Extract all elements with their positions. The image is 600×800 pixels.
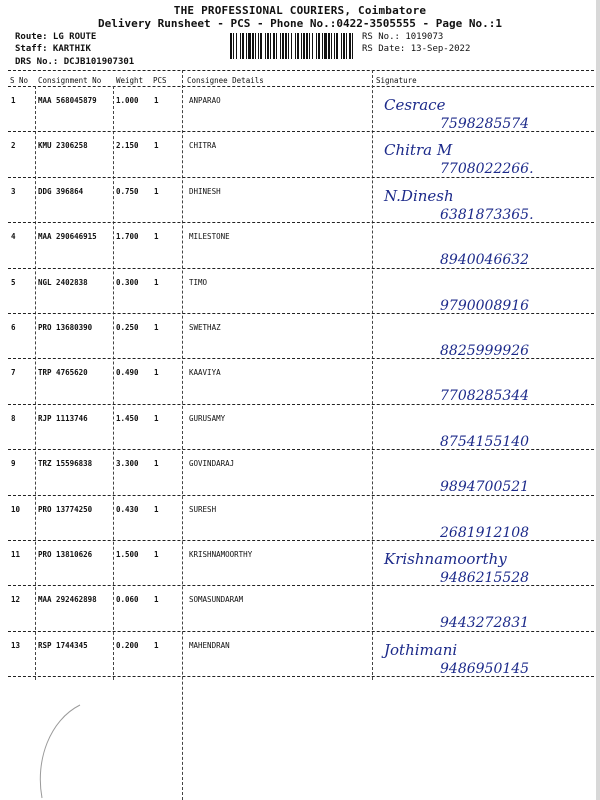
barcode-bar — [297, 33, 299, 59]
barcode-bar — [301, 33, 302, 59]
row-separator — [8, 222, 594, 223]
barcode-bar — [291, 33, 292, 59]
row-weight: 1.700 — [116, 232, 139, 242]
row-weight: 0.490 — [116, 368, 139, 378]
row-pcs: 1 — [154, 504, 159, 514]
signature-phone: 8754155140 — [440, 433, 530, 450]
barcode-bar — [260, 33, 262, 59]
signature-handwriting — [372, 501, 592, 549]
column-header-weight: Weight — [116, 76, 144, 85]
row-pcs: 1 — [154, 368, 159, 378]
barcode-bar — [252, 33, 254, 59]
row-consignment-no: KMU 2306258 — [38, 141, 88, 151]
signature-handwriting — [372, 137, 592, 185]
barcode-bar — [265, 33, 266, 59]
row-weight: 0.200 — [116, 640, 139, 650]
row-consignment-no: MAA 568045879 — [38, 96, 97, 105]
row-sno: 7 — [11, 368, 16, 378]
signature-phone: 7598285574 — [440, 116, 530, 132]
signature-name: Chitra M — [384, 141, 453, 160]
row-weight: 0.300 — [116, 277, 139, 287]
rs-number: RS No.: 1019073 — [362, 32, 444, 42]
row-sno: 3 — [11, 186, 16, 196]
row-pcs: 1 — [154, 595, 159, 605]
barcode-bar — [309, 33, 310, 59]
barcode-bar — [276, 33, 277, 59]
signature-phone: 8825999926 — [440, 343, 530, 359]
row-consignment-no: PRO 13680390 — [38, 323, 93, 332]
signature-name: Jothimani — [384, 640, 458, 659]
row-consignment-no: PRO 13810626 — [38, 550, 93, 559]
row-pcs: 1 — [154, 550, 159, 559]
row-pcs: 1 — [154, 96, 159, 105]
row-weight: 3.300 — [116, 459, 139, 469]
row-sno: 5 — [11, 277, 16, 287]
row-consignment-no: RSP 1744345 — [38, 640, 88, 650]
row-weight: 1.450 — [116, 413, 139, 423]
row-weight: 0.250 — [116, 323, 139, 332]
signature-handwriting — [372, 546, 592, 594]
row-weight: 0.750 — [116, 186, 139, 196]
row-sno: 13 — [11, 640, 21, 650]
column-header-pcs: PCS — [153, 76, 167, 85]
signature-phone: 7708022266. — [440, 161, 534, 178]
signature-phone: 9790008916 — [440, 297, 530, 314]
column-divider — [182, 70, 183, 800]
document-subtitle: Delivery Runsheet - PCS - Phone No.:0422-3505555 - Page No.:1 — [98, 17, 502, 30]
row-consignee: DHINESH — [189, 186, 221, 196]
signature-phone: 2681912108 — [440, 524, 530, 541]
signature-phone: 9443272831 — [440, 615, 530, 632]
barcode-bar — [270, 33, 271, 59]
signature-handwriting — [372, 591, 592, 639]
signature-handwriting — [372, 455, 592, 503]
signature-handwriting — [372, 410, 592, 458]
row-sno: 9 — [11, 459, 16, 469]
barcode-bar — [352, 33, 353, 59]
row-consignment-no: TRZ 15596838 — [38, 459, 93, 469]
row-pcs: 1 — [154, 323, 159, 332]
document-title: THE PROFESSIONAL COURIERS, Coimbatore — [173, 4, 427, 17]
barcode-bar — [233, 33, 234, 59]
row-pcs: 1 — [154, 640, 159, 650]
row-sno: 8 — [11, 413, 16, 423]
row-weight: 1.500 — [116, 550, 139, 559]
row-consignee: MILESTONE — [189, 232, 230, 242]
barcode-bar — [273, 33, 275, 59]
barcode-bar — [322, 33, 323, 59]
signature-phone: 9486950145 — [440, 660, 530, 677]
row-sno: 11 — [11, 550, 21, 559]
row-weight: 2.150 — [116, 141, 139, 151]
signature-phone: 9894700521 — [440, 479, 530, 496]
barcode-bar — [331, 33, 332, 59]
row-weight: 0.060 — [116, 595, 139, 605]
row-sno: 6 — [11, 323, 16, 332]
barcode-bar — [240, 33, 241, 59]
row-separator — [8, 313, 594, 314]
row-pcs: 1 — [154, 141, 159, 151]
row-separator — [8, 540, 594, 541]
row-consignment-no: RJP 1113746 — [38, 413, 88, 423]
row-weight: 0.430 — [116, 504, 139, 514]
row-separator — [8, 177, 594, 178]
barcode-bar — [242, 33, 244, 59]
row-consignee: SOMASUNDARAM — [189, 595, 244, 605]
signature-phone: 6381873365. — [440, 206, 534, 223]
column-header-consignee: Consignee Details — [187, 76, 264, 85]
signature-phone: 9486215528 — [440, 570, 530, 586]
row-separator — [8, 268, 594, 269]
row-consignee: SWETHAZ — [189, 323, 221, 332]
row-consignment-no: DDG 396864 — [38, 186, 84, 196]
row-consignee: CHITRA — [189, 141, 217, 151]
row-consignee: TIMO — [189, 277, 208, 287]
row-pcs: 1 — [154, 277, 159, 287]
barcode-bar — [346, 33, 347, 59]
column-header-consignment: Consignment No — [38, 76, 102, 85]
signature-handwriting — [372, 92, 592, 140]
signature-handwriting — [372, 228, 592, 276]
scan-mark — [20, 700, 90, 800]
row-consignee: GOVINDARAJ — [189, 459, 235, 469]
barcode-bar — [318, 33, 320, 59]
signature-name: N.Dinesh — [384, 186, 454, 205]
barcode-bar — [236, 33, 237, 59]
signature-phone: 8940046632 — [440, 252, 530, 269]
barcode-bar — [341, 33, 342, 59]
signature-handwriting — [372, 274, 592, 322]
row-separator — [8, 676, 594, 677]
barcode-bar — [303, 33, 305, 59]
row-sno: 12 — [11, 595, 21, 605]
signature-handwriting — [372, 183, 592, 231]
row-separator — [8, 495, 594, 496]
column-header-sno: S No — [10, 76, 29, 85]
row-consignee: ANPARAO — [189, 96, 221, 105]
barcode-bar — [288, 33, 289, 59]
signature-handwriting — [372, 319, 592, 367]
barcode — [230, 33, 355, 59]
header-rule-top — [8, 70, 594, 71]
header-rule-bottom — [8, 86, 594, 87]
column-divider — [113, 86, 114, 680]
row-pcs: 1 — [154, 186, 159, 196]
barcode-bar — [324, 33, 327, 59]
row-consignee: GURUSAMY — [189, 413, 226, 423]
rs-date: RS Date: 13-Sep-2022 — [362, 44, 471, 54]
signature-name: Krishnamoorthy — [384, 550, 507, 568]
row-separator — [8, 131, 594, 132]
row-separator — [8, 404, 594, 405]
barcode-bar — [336, 33, 338, 59]
barcode-bar — [285, 33, 287, 59]
barcode-bar — [230, 33, 232, 59]
barcode-bar — [334, 33, 335, 59]
barcode-bar — [258, 33, 259, 59]
column-divider — [35, 86, 36, 680]
row-sno: 4 — [11, 232, 16, 242]
row-weight: 1.000 — [116, 96, 139, 105]
barcode-bar — [282, 33, 284, 59]
row-pcs: 1 — [154, 413, 159, 423]
row-consignment-no: PRO 13774250 — [38, 504, 93, 514]
barcode-bar — [343, 33, 345, 59]
signature-phone: 7708285344 — [440, 388, 530, 405]
route-label: Route: LG ROUTE — [15, 32, 97, 42]
row-separator — [8, 449, 594, 450]
row-separator — [8, 585, 594, 586]
row-consignee: MAHENDRAN — [189, 640, 230, 650]
signature-name: Cesrace — [384, 96, 446, 114]
row-pcs: 1 — [154, 459, 159, 469]
barcode-bar — [295, 33, 296, 59]
barcode-bar — [248, 33, 251, 59]
column-header-signature: Signature — [376, 76, 417, 85]
barcode-bar — [267, 33, 269, 59]
row-separator — [8, 631, 594, 632]
drs-number: DRS No.: DCJB101907301 — [15, 57, 135, 67]
signature-handwriting — [372, 364, 592, 412]
row-consignee: KAAVIYA — [189, 368, 221, 378]
signature-handwriting — [372, 637, 592, 685]
barcode-bar — [246, 33, 247, 59]
row-consignment-no: MAA 290646915 — [38, 232, 97, 242]
row-consignment-no: TRP 4765620 — [38, 368, 88, 378]
row-consignee: KRISHNAMOORTHY — [189, 550, 253, 559]
barcode-bar — [312, 33, 313, 59]
row-separator — [8, 358, 594, 359]
barcode-bar — [316, 33, 317, 59]
row-sno: 1 — [11, 96, 16, 105]
barcode-bar — [255, 33, 256, 59]
barcode-bar — [349, 33, 351, 59]
row-pcs: 1 — [154, 232, 159, 242]
barcode-bar — [306, 33, 308, 59]
staff-label: Staff: KARTHIK — [15, 44, 91, 54]
row-sno: 10 — [11, 504, 21, 514]
row-consignment-no: NGL 2402838 — [38, 277, 88, 287]
barcode-bar — [328, 33, 330, 59]
scan-edge — [596, 0, 600, 800]
row-consignment-no: MAA 292462898 — [38, 595, 97, 605]
barcode-bar — [280, 33, 281, 59]
row-sno: 2 — [11, 141, 16, 151]
row-consignee: SURESH — [189, 504, 217, 514]
